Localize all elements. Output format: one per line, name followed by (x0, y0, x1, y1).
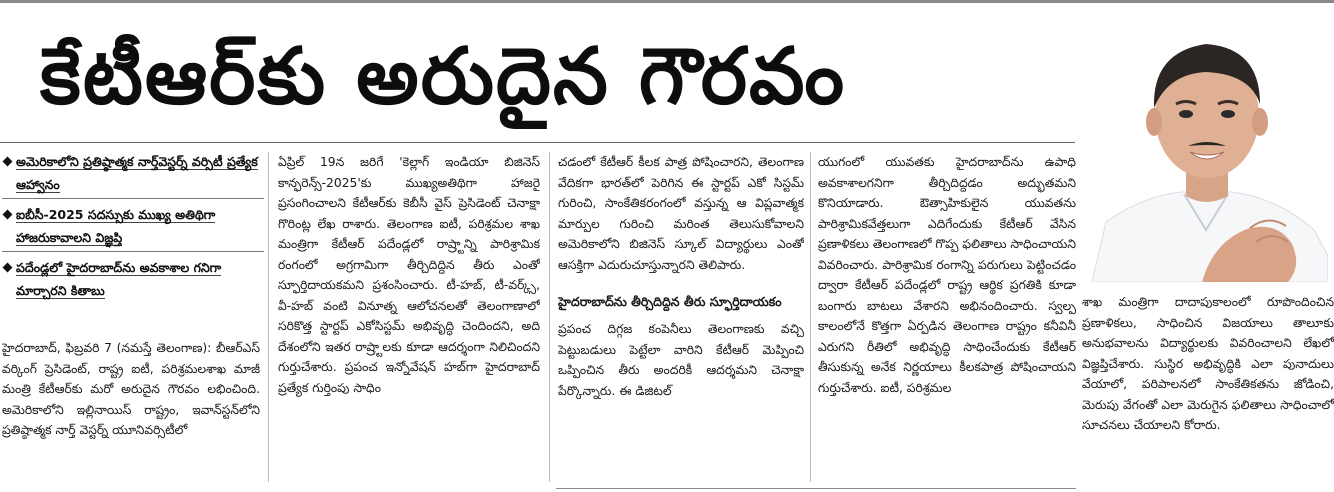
top-rule (0, 0, 1334, 3)
headline: కేటీఆర్‌కు అరుదైన గౌరవం (40, 32, 846, 122)
article-text: ప్రపంచ దిగ్గజ కంపెనీలు తెలంగాణకు వచ్చి పెట్టుబడులు పెట్టేలా వారిని కేటీఆర్ మెప్పించి ఒప్పించిన తీరు అందరికీ ఆదర్శమని చెనాక్షా పేర్కొన్నారు. ఈ డిజిటల్ (558, 322, 804, 398)
article-text: చడంలో కేటీఆర్ కీలక పాత్ర పోషించారని, తెలంగాణ వేదికగా భారత్‌లో పెరిగిన ఈ స్టార్టప్ ఎకో సిస్టమ్ గురించి, సాంకేతికరంగంలో వస్తున్న ఆ విప్లవాత్మక మార్పుల గురించి మరింత తెలుసుకోవాలని అమెరికాలోని బిజినెస్ స్కూల్ విద్యార్థులు ఎంతో ఆసక్తిగా ఎదురుచూస్తున్నారని తెలిపారు. (558, 155, 804, 272)
highlight-divider (2, 198, 264, 199)
column-divider (549, 152, 550, 482)
article-text: యుగంలో యువతకు హైదరాబాద్‌ను ఉపాధి అవకాశాలగనిగా తీర్చిదిద్దడం అద్భుతమని కొనియాడారు. ఔత్సాహికులైన యువతను పారిశ్రామికవేత్తలుగా ఎదిగేందుకు కేటీఆర్ వేసిన ప్రణాళికలు తెలంగాణలో గొప్ప ఫలితాలు సాధించాయని వివరించారు. పారిశ్రామిక రంగాన్ని పరుగులు పెట్టించడం ద్వారా కేటీఆర్ పదేండ్లలో రాష్ట్ర ఆర్థిక ప్రగతికి కూడా బంగారు బాటలు వేశారని అభినందించారు. స్వల్ప కాలంలోనే కొత్తగా ఏర్పడిన తెలంగాణ రాష్ట్రం కనీవినీ ఎరుగని రీతిలో అభివృద్ధి సాధించేందుకు కేటీఆర్ తీసుకున్న అనేక నిర్ణయాలు కీలకపాత్ర పోషించాయని గుర్తుచేశారు. ఐటీ, పరిశ్రమల (818, 155, 1076, 395)
portrait-icon (1082, 16, 1328, 282)
highlight-item: పదేండ్లలో హైదరాబాద్‌ను అవకాశాల గనిగా మార్చారని కితాబు (2, 256, 264, 302)
article-column-3 (558, 152, 804, 488)
article-column-4 (818, 152, 1076, 488)
subheading: హైదరాబాద్‌ను తీర్చిదిద్దిన తీరు స్ఫూర్తిదాయకం (558, 294, 782, 309)
bottom-rule (556, 488, 1076, 489)
portrait-photo (1082, 16, 1328, 282)
article-text: ఏప్రిల్ 19న జరిగే 'కెల్లాగ్ ఇండియా బిజినెస్ కాన్ఫరెన్స్-2025'కు ముఖ్యఅతిథిగా హాజరై ప్రసంగించాలని కేటీఆర్‌కు కెబీసీ వైస్ ప్రెసిడెంట్ చెనాక్షా గొరింట్ల లేఖ రాశారు. తెలంగాణ ఐటీ, పరిశ్రమల శాఖ మంత్రిగా కేటీఆర్ పదేండ్లలో రాష్ర్టాన్ని పారిశ్రామిక రంగంలో అగ్రగామిగా తీర్చిదిద్దిన తీరు ఎంతో స్ఫూర్తిదాయకమని ప్రశంసించారు. టీ-హబ్, టీ-వర్క్స్, వీ-హబ్ వంటి వినూత్న ఆలోచనలతో తెలంగాణాలో సరికొత్త స్టార్టప్ ఎకోసిస్టమ్ అభివృద్ధి చెందిందని, అది దేశంలోని ఇతర రాష్ర్టాలకు కూడా ఆదర్శంగా నిలిచిందని గుర్తుచేశారు. ప్రపంచ ఇన్నోవేషన్ హబ్‌గా హైదరాబాద్ ప్రత్యేక గుర్తింపు సాధిం (278, 155, 540, 395)
article-column-1 (2, 338, 260, 488)
article-column-2 (278, 152, 540, 488)
article-text: శాఖ మంత్రిగా దాదాపుకాలంలో రూపొందించిన ప్రణాళికలు, సాధించిన విజయాలు తాలూకు అనుభవాలను విద్యార్థులకు వివరించాలని లేఖలో విజ్ఞప్తిచేశారు. సుస్థిర అభివృద్ధికి ఎలా పునాదులు వేయాలో, పరిపాలనలో సాంకేతికతను జోడించి, మెరుపు వేగంతో ఎలా మెరుగైన ఫలితాలు సాధించాలో సూచనలు చేయాలని కోరారు. (1082, 295, 1334, 432)
headline-divider (0, 142, 1075, 143)
article-column-5 (1082, 292, 1334, 488)
highlights-box (2, 150, 264, 302)
highlight-item: ఐబీసీ-2025 సదస్సుకు ముఖ్య అతిథిగా హాజరుకావాలని విజ్ఞప్తి (2, 203, 264, 249)
column-divider (268, 152, 269, 482)
column-divider (810, 152, 811, 482)
highlight-item: అమెరికాలోని ప్రతిష్ఠాత్మక నార్త్‌వెస్టర్న్ వర్సిటీ ప్రత్యేక ఆహ్వానం (2, 150, 264, 196)
article-text: హైదరాబాద్, ఫిబ్రవరి 7 (నమస్తే తెలంగాణ): బీఆర్‌ఎస్ వర్కింగ్ ప్రెసిడెంట్, రాష్ట్ర ఐటీ, పరిశ్రమలశాఖ మాజీ మంత్రి కేటీఆర్‌కు మరో అరుదైన గౌరవం లభించింది. అమెరికాలోని ఇల్లినాయిస్ రాష్ట్రం, ఇవాన్‌స్టన్‌లోని ప్రతిష్ఠాత్మక నార్త్ వెస్టర్న్ యూనివర్సిటీలో (2, 341, 260, 437)
highlight-divider (2, 251, 264, 252)
